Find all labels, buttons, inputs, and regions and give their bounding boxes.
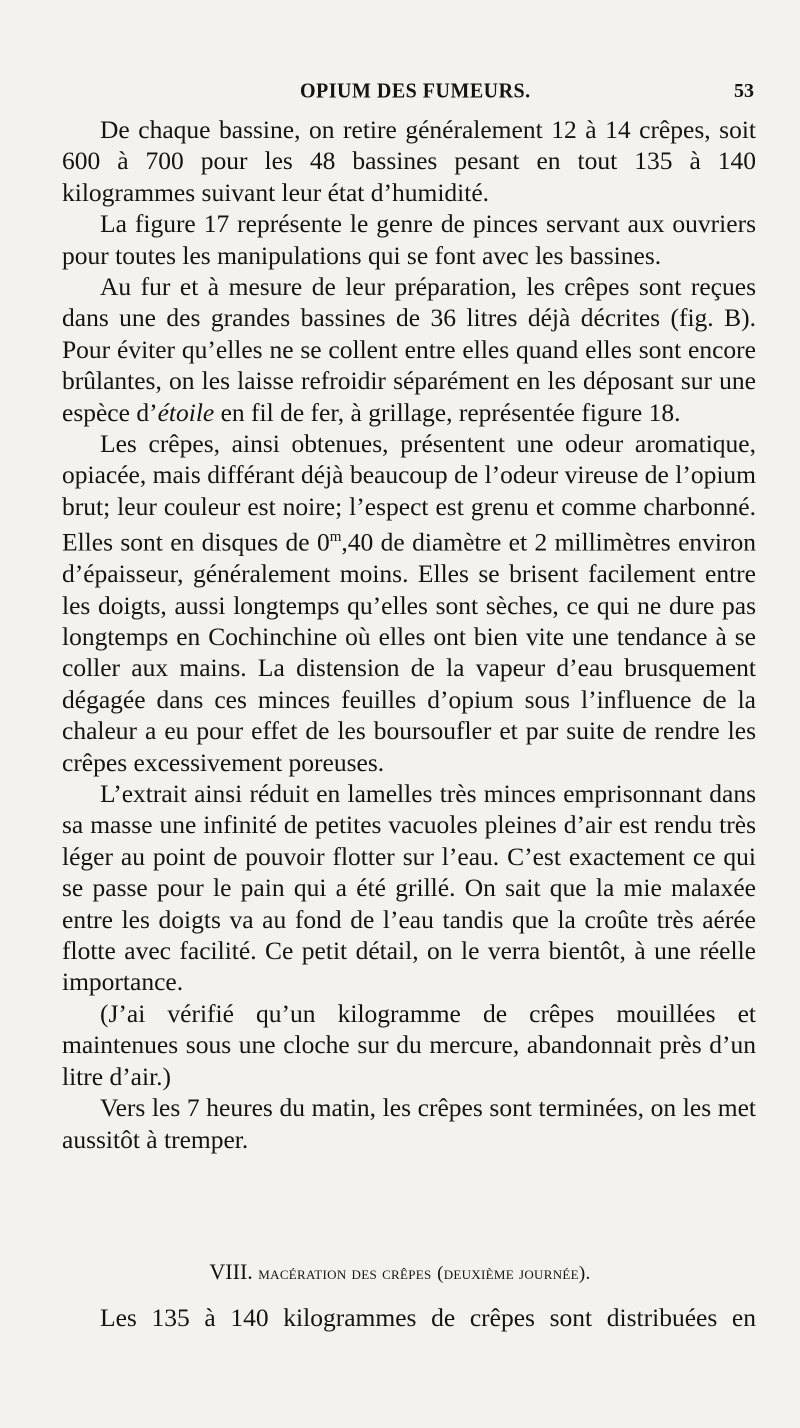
paragraph-start: Les 135 à 140 kilogrammes de crêpes sont distribuées en [100,1303,756,1332]
paragraph-text: en fil de fer, à grillage, représentée figure 18. [214,397,681,427]
paragraph [62,778,756,998]
paragraph [62,271,756,428]
paragraph-text: (J’ai vérifié qu’un kilogramme de crêpes mouillées et maintenues sous une cloche sur du mercure, abandonnait près d’un litre d’air.) [62,998,756,1091]
section-subtitle: (deuxième journée). [437,1263,591,1284]
paragraph [62,114,756,208]
paragraph [62,428,756,778]
paragraph-text: Les crêpes, ainsi obtenues, présentent une odeur aromatique, opiacée, mais différant déjà beaucoup de l’odeur vireuse de l’opium brut; leur couleur est noire; l’espect est grenu et comme charbonné. Elles sont en disques de 0 [62,429,756,557]
paragraph [62,1092,756,1155]
paragraph-text: Vers les 7 heures du matin, les crêpes sont terminées, on les met aussitôt à tremper. [62,1093,756,1154]
running-head [0,80,800,112]
running-title: OPIUM DES FUMEURS. [300,79,531,103]
italic-term: étoile [157,397,215,427]
paragraph [62,208,756,271]
paragraph [62,998,756,1092]
paragraph-text: L’extrait ainsi réduit en lamelles très minces emprisonnant dans sa masse une infinité de petites vacuoles pleines d’air est rendu très léger au point de pouvoir flotter sur l’eau. C’est exactement ce qui se passe pour le pain qui a été grillé. On sait que la mie malaxée entre les doigts va au fond de l’eau tandis que la croûte très aérée flotte avec facilité. Ce petit détail, on le verra bientôt, à une réelle importance. [62,779,756,997]
paragraph-text: La figure 17 représente le genre de pinces servant aux ouvriers pour toutes les manipulations qui se font avec les bassines. [62,209,756,270]
section-title: macération des crêpes [258,1263,432,1284]
paragraph-text: De chaque bassine, on retire généralement 12 à 14 crêpes, soit 600 à 700 pour les 48 bassines pesant en tout 135 à 140 kilogrammes suivant leur état d’humidité. [62,115,756,207]
paragraph-text: ,40 de diamètre et 2 millimètres environ d’épaisseur, généralement moins. Elles se brisent facilement entre les doigts, aussi longtemps qu’elles sont sèches, ce qui ne dure pas longtemps en Cochinchine où elles ont bien vite une tendance à se coller aux mains. La distension de la vapeur d’eau brusquement dégagée dans ces minces feuilles d’opium sous l’influence de la chaleur a eu pour effet de les boursoufler et par suite de rendre les crêpes excessivement poreuses. [62,527,756,777]
unit-superscript: m [329,529,342,546]
section-number: VIII. [209,1259,253,1284]
paragraph-text: Au fur et à mesure de leur préparation, les crêpes sont reçues dans une des grandes bassines de 36 litres déjà décrites (fig. B). Pour éviter qu’elles ne se collent entre elles quand elles sont encore brûlantes, on les laisse refroidir séparément en les déposant sur une espèce d’ [62,272,756,427]
body-text [62,114,756,1155]
section-heading [0,1257,800,1289]
page-number: 53 [734,80,754,102]
